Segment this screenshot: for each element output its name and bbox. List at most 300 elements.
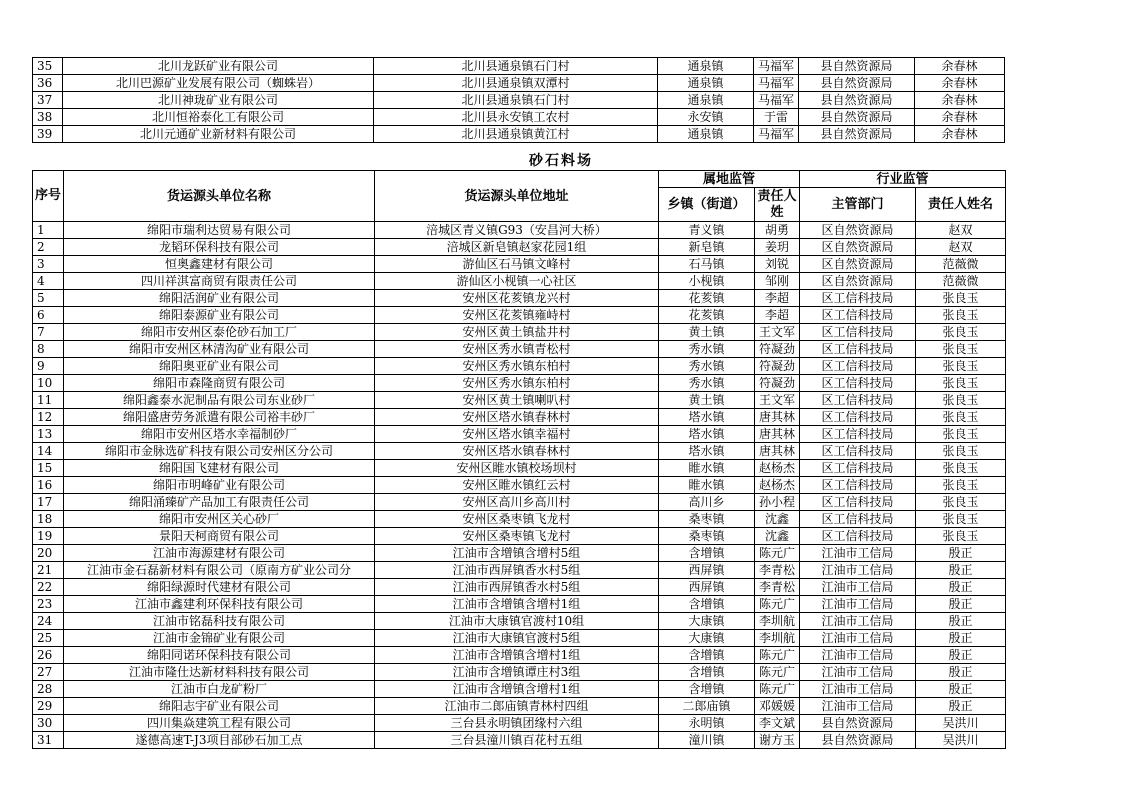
cell-idx: 30 [33, 715, 64, 732]
cell-name: 绵阳市安州区塔水幸福制砂厂 [64, 426, 375, 443]
cell-idx: 38 [33, 109, 63, 126]
cell-addr: 安州区塔水镇春林村 [375, 409, 659, 426]
table-row [33, 239, 1006, 256]
cell-head: 殷正 [916, 545, 1006, 562]
cell-town: 秀水镇 [659, 341, 755, 358]
cell-addr: 安州区黄土镇盐井村 [375, 324, 659, 341]
cell-name: 北川神珑矿业有限公司 [63, 92, 374, 109]
cell-name: 北川恒裕泰化工有限公司 [63, 109, 374, 126]
cell-dept: 江油市工信局 [800, 647, 916, 664]
cell-dept: 区工信科技局 [800, 324, 916, 341]
cell-addr: 江油市含增镇含增村1组 [375, 681, 659, 698]
table-row [33, 324, 1006, 341]
cell-addr: 游仙区小枧镇一心社区 [375, 273, 659, 290]
table-row [33, 630, 1006, 647]
cell-person: 王文军 [755, 392, 800, 409]
cell-addr: 安州区塔水镇春林村 [375, 443, 659, 460]
cell-name: 江油市金锦矿业有限公司 [64, 630, 375, 647]
table-row [33, 273, 1006, 290]
cell-town: 通泉镇 [658, 58, 754, 75]
main-table-body [33, 222, 1006, 749]
cell-town: 二郎庙镇 [659, 698, 755, 715]
cell-idx: 29 [33, 698, 64, 715]
cell-dept: 区工信科技局 [800, 290, 916, 307]
cell-town: 塔水镇 [659, 426, 755, 443]
cell-addr: 安州区秀水镇东柏村 [375, 358, 659, 375]
cell-town: 新皂镇 [659, 239, 755, 256]
cell-head: 余春林 [915, 92, 1005, 109]
cell-person: 唐其林 [755, 409, 800, 426]
table-row [33, 92, 1005, 109]
cell-head: 殷正 [916, 596, 1006, 613]
cell-head: 余春林 [915, 58, 1005, 75]
table-row [33, 664, 1006, 681]
cell-addr: 江油市含增镇含增村1组 [375, 647, 659, 664]
cell-dept: 县自然资源局 [799, 126, 915, 143]
cell-head: 张良玉 [916, 290, 1006, 307]
cell-person: 马福军 [754, 126, 799, 143]
cell-idx: 18 [33, 511, 64, 528]
cell-head: 张良玉 [916, 511, 1006, 528]
cell-head: 赵双 [916, 239, 1006, 256]
cell-person: 沈鑫 [755, 528, 800, 545]
table-row [33, 256, 1006, 273]
table-row [33, 109, 1005, 126]
header-index: 序号 [33, 171, 64, 222]
cell-idx: 39 [33, 126, 63, 143]
cell-idx: 11 [33, 392, 64, 409]
cell-head: 张良玉 [916, 324, 1006, 341]
cell-idx: 24 [33, 613, 64, 630]
cell-dept: 县自然资源局 [800, 732, 916, 749]
cell-addr: 安州区桑枣镇飞龙村 [375, 511, 659, 528]
section-title: 砂石料场 [529, 153, 593, 169]
cell-idx: 25 [33, 630, 64, 647]
cell-addr: 江油市二郎庙镇青林村四组 [375, 698, 659, 715]
cell-town: 石马镇 [659, 256, 755, 273]
cell-town: 通泉镇 [658, 126, 754, 143]
cell-name: 四川集焱建筑工程有限公司 [64, 715, 375, 732]
cell-head: 余春林 [915, 109, 1005, 126]
cell-name: 绵阳泰源矿业有限公司 [64, 307, 375, 324]
cell-town: 睢水镇 [659, 460, 755, 477]
cell-idx: 37 [33, 92, 63, 109]
cell-addr: 安州区秀水镇青松村 [375, 341, 659, 358]
cell-head: 张良玉 [916, 375, 1006, 392]
cell-dept: 区工信科技局 [800, 460, 916, 477]
cell-head: 张良玉 [916, 460, 1006, 477]
cell-idx: 19 [33, 528, 64, 545]
cell-town: 秀水镇 [659, 358, 755, 375]
table-row [33, 58, 1005, 75]
cell-person: 姜玥 [755, 239, 800, 256]
cell-town: 大康镇 [659, 613, 755, 630]
cell-idx: 6 [33, 307, 64, 324]
cell-dept: 区工信科技局 [800, 494, 916, 511]
cell-head: 殷正 [916, 664, 1006, 681]
cell-name: 绵阳盛唐劳务派遣有限公司裕丰砂厂 [64, 409, 375, 426]
cell-idx: 23 [33, 596, 64, 613]
cell-person: 符凝劲 [755, 375, 800, 392]
cell-idx: 22 [33, 579, 64, 596]
table-row [33, 545, 1006, 562]
cell-name: 绵阳市金脉选矿科技有限公司安州区分公司 [64, 443, 375, 460]
cell-head: 张良玉 [916, 528, 1006, 545]
cell-name: 江油市隆仕达新材料科技有限公司 [64, 664, 375, 681]
cell-person: 李圳航 [755, 613, 800, 630]
cell-idx: 9 [33, 358, 64, 375]
cell-name: 绵阳绿源时代建材有限公司 [64, 579, 375, 596]
cell-dept: 区工信科技局 [800, 392, 916, 409]
cell-idx: 16 [33, 477, 64, 494]
table-row [33, 460, 1006, 477]
cell-dept: 区工信科技局 [800, 358, 916, 375]
table-row [33, 732, 1006, 749]
cell-addr: 安州区花荄镇雍峙村 [375, 307, 659, 324]
cell-dept: 江油市工信局 [800, 698, 916, 715]
cell-person: 李超 [755, 307, 800, 324]
table-row [33, 681, 1006, 698]
cell-head: 余春林 [915, 126, 1005, 143]
table-row [33, 477, 1006, 494]
cell-addr: 安州区高川乡高川村 [375, 494, 659, 511]
cell-dept: 江油市工信局 [800, 613, 916, 630]
cell-dept: 江油市工信局 [800, 562, 916, 579]
cell-person: 马福军 [754, 58, 799, 75]
cell-head: 赵双 [916, 222, 1006, 239]
cell-person: 谢方玉 [755, 732, 800, 749]
cell-name: 绵阳志宇矿业有限公司 [64, 698, 375, 715]
cell-town: 黄土镇 [659, 392, 755, 409]
cell-person: 孙小程 [755, 494, 800, 511]
cell-idx: 3 [33, 256, 64, 273]
cell-head: 范薇微 [916, 256, 1006, 273]
cell-person: 赵杨杰 [755, 460, 800, 477]
cell-dept: 江油市工信局 [800, 681, 916, 698]
cell-person: 符凝劲 [755, 358, 800, 375]
cell-idx: 10 [33, 375, 64, 392]
cell-person: 于雷 [754, 109, 799, 126]
cell-name: 江油市铭磊科技有限公司 [64, 613, 375, 630]
cell-dept: 江油市工信局 [800, 664, 916, 681]
table-row [33, 341, 1006, 358]
cell-addr: 安州区黄土镇喇叭村 [375, 392, 659, 409]
cell-person: 陈元广 [755, 681, 800, 698]
cell-idx: 8 [33, 341, 64, 358]
cell-addr: 安州区桑枣镇飞龙村 [375, 528, 659, 545]
cell-dept: 区工信科技局 [800, 528, 916, 545]
header-unit-name: 货运源头单位名称 [64, 171, 375, 222]
cell-town: 含增镇 [659, 647, 755, 664]
table-row [33, 409, 1006, 426]
cell-addr: 北川县通泉镇石门村 [374, 92, 658, 109]
cell-person: 沈鑫 [755, 511, 800, 528]
table-row [33, 358, 1006, 375]
cell-name: 遂德高速T-J3项目部砂石加工点 [64, 732, 375, 749]
cell-name: 绵阳涌臻矿产品加工有限责任公司 [64, 494, 375, 511]
cell-head: 殷正 [916, 630, 1006, 647]
cell-idx: 36 [33, 75, 63, 92]
cell-head: 殷正 [916, 562, 1006, 579]
cell-idx: 26 [33, 647, 64, 664]
table-row [33, 426, 1006, 443]
cell-head: 吴洪川 [916, 732, 1006, 749]
cell-idx: 7 [33, 324, 64, 341]
header-industry: 行业监管 [800, 171, 1006, 188]
cell-head: 张良玉 [916, 341, 1006, 358]
cell-idx: 5 [33, 290, 64, 307]
cell-addr: 北川县通泉镇双潭村 [374, 75, 658, 92]
cell-idx: 4 [33, 273, 64, 290]
cell-idx: 2 [33, 239, 64, 256]
cell-person: 唐其林 [755, 443, 800, 460]
cell-addr: 三台县永明镇团缘村六组 [375, 715, 659, 732]
cell-addr: 安州区秀水镇东柏村 [375, 375, 659, 392]
cell-head: 张良玉 [916, 494, 1006, 511]
cell-head: 张良玉 [916, 358, 1006, 375]
cell-head: 范薇微 [916, 273, 1006, 290]
cell-town: 潼川镇 [659, 732, 755, 749]
cell-dept: 县自然资源局 [800, 715, 916, 732]
cell-dept: 区自然资源局 [800, 256, 916, 273]
cell-name: 江油市白龙矿粉厂 [64, 681, 375, 698]
table-row [33, 307, 1006, 324]
cell-addr: 江油市含增镇含增村5组 [375, 545, 659, 562]
cell-addr: 江油市大康镇官渡村5组 [375, 630, 659, 647]
cell-name: 绵阳市森隆商贸有限公司 [64, 375, 375, 392]
cell-town: 秀水镇 [659, 375, 755, 392]
cell-dept: 区工信科技局 [800, 375, 916, 392]
cell-person: 陈元广 [755, 545, 800, 562]
cell-addr: 安州区睢水镇校场坝村 [375, 460, 659, 477]
cell-town: 通泉镇 [658, 92, 754, 109]
cell-name: 北川龙跃矿业有限公司 [63, 58, 374, 75]
cell-addr: 涪城区新皂镇赵家花园1组 [375, 239, 659, 256]
cell-dept: 区工信科技局 [800, 341, 916, 358]
cell-idx: 20 [33, 545, 64, 562]
cell-name: 龙韬环保科技有限公司 [64, 239, 375, 256]
cell-person: 陈元广 [755, 647, 800, 664]
table-row [33, 375, 1006, 392]
cell-town: 黄土镇 [659, 324, 755, 341]
header-person: 责任人姓 [755, 188, 800, 222]
table-row [33, 222, 1006, 239]
cell-head: 张良玉 [916, 409, 1006, 426]
cell-head: 殷正 [916, 579, 1006, 596]
cell-name: 绵阳市安州区泰伦砂石加工厂 [64, 324, 375, 341]
cell-person: 马福军 [754, 75, 799, 92]
cell-person: 李青松 [755, 562, 800, 579]
cell-idx: 28 [33, 681, 64, 698]
table-row [33, 528, 1006, 545]
cell-dept: 区工信科技局 [800, 426, 916, 443]
main-table [32, 170, 1006, 749]
table-row [33, 613, 1006, 630]
cell-idx: 31 [33, 732, 64, 749]
cell-name: 绵阳鑫泰水泥制品有限公司东业砂厂 [64, 392, 375, 409]
top-table [32, 57, 1005, 143]
cell-idx: 1 [33, 222, 64, 239]
cell-town: 西屏镇 [659, 579, 755, 596]
cell-dept: 县自然资源局 [799, 58, 915, 75]
cell-head: 殷正 [916, 613, 1006, 630]
cell-person: 邹刚 [755, 273, 800, 290]
cell-head: 吴洪川 [916, 715, 1006, 732]
cell-name: 恒奥鑫建材有限公司 [64, 256, 375, 273]
table-row [33, 698, 1006, 715]
cell-idx: 13 [33, 426, 64, 443]
table-row [33, 443, 1006, 460]
cell-addr: 江油市含增镇含增村1组 [375, 596, 659, 613]
cell-person: 刘锐 [755, 256, 800, 273]
cell-name: 景阳天柯商贸有限公司 [64, 528, 375, 545]
cell-name: 绵阳国飞建材有限公司 [64, 460, 375, 477]
cell-town: 西屏镇 [659, 562, 755, 579]
cell-dept: 江油市工信局 [800, 630, 916, 647]
header-dept: 主管部门 [800, 188, 916, 222]
cell-person: 邓媛媛 [755, 698, 800, 715]
cell-dept: 江油市工信局 [800, 545, 916, 562]
cell-town: 大康镇 [659, 630, 755, 647]
cell-name: 江油市海源建材有限公司 [64, 545, 375, 562]
cell-addr: 江油市西屏镇香水村5组 [375, 562, 659, 579]
cell-addr: 安州区塔水镇幸福村 [375, 426, 659, 443]
table-row [33, 647, 1006, 664]
cell-town: 永安镇 [658, 109, 754, 126]
cell-head: 殷正 [916, 647, 1006, 664]
cell-dept: 区工信科技局 [800, 409, 916, 426]
header-unit-address: 货运源头单位地址 [375, 171, 659, 222]
cell-addr: 江油市含增镇谭庄村3组 [375, 664, 659, 681]
cell-dept: 江油市工信局 [800, 579, 916, 596]
cell-town: 青义镇 [659, 222, 755, 239]
table-row [33, 562, 1006, 579]
table-row [33, 494, 1006, 511]
cell-name: 绵阳市瑞利达贸易有限公司 [64, 222, 375, 239]
table-row [33, 126, 1005, 143]
cell-name: 绵阳活润矿业有限公司 [64, 290, 375, 307]
table-row [33, 511, 1006, 528]
cell-addr: 涪城区青义镇G93（安昌河大桥） [375, 222, 659, 239]
cell-idx: 27 [33, 664, 64, 681]
cell-head: 张良玉 [916, 426, 1006, 443]
cell-addr: 北川县永安镇工农村 [374, 109, 658, 126]
cell-addr: 江油市大康镇官渡村10组 [375, 613, 659, 630]
cell-town: 塔水镇 [659, 443, 755, 460]
cell-town: 含增镇 [659, 545, 755, 562]
cell-person: 李青松 [755, 579, 800, 596]
cell-dept: 区工信科技局 [800, 307, 916, 324]
cell-name: 绵阳市安州区关心砂厂 [64, 511, 375, 528]
cell-name: 江油市金石磊新材料有限公司（原南方矿业公司分 [64, 562, 375, 579]
cell-head: 殷正 [916, 698, 1006, 715]
cell-dept: 区工信科技局 [800, 477, 916, 494]
cell-head: 张良玉 [916, 443, 1006, 460]
cell-addr: 江油市西屏镇香水村5组 [375, 579, 659, 596]
cell-name: 绵阳奥亚矿业有限公司 [64, 358, 375, 375]
cell-addr: 安州区睢水镇红云村 [375, 477, 659, 494]
cell-person: 胡勇 [755, 222, 800, 239]
header-town: 乡镇（街道） [659, 188, 755, 222]
cell-town: 桑枣镇 [659, 528, 755, 545]
cell-town: 花荄镇 [659, 307, 755, 324]
table-row [33, 290, 1006, 307]
cell-town: 花荄镇 [659, 290, 755, 307]
cell-addr: 安州区花荄镇龙兴村 [375, 290, 659, 307]
table-row [33, 596, 1006, 613]
cell-town: 含增镇 [659, 596, 755, 613]
cell-idx: 12 [33, 409, 64, 426]
cell-town: 通泉镇 [658, 75, 754, 92]
cell-town: 永明镇 [659, 715, 755, 732]
cell-idx: 14 [33, 443, 64, 460]
cell-dept: 区工信科技局 [800, 443, 916, 460]
header-head: 责任人姓名 [916, 188, 1006, 222]
cell-person: 王文军 [755, 324, 800, 341]
cell-person: 赵杨杰 [755, 477, 800, 494]
cell-idx: 21 [33, 562, 64, 579]
cell-idx: 35 [33, 58, 63, 75]
cell-town: 塔水镇 [659, 409, 755, 426]
cell-town: 小枧镇 [659, 273, 755, 290]
table-row [33, 579, 1006, 596]
cell-name: 绵阳同诺环保科技有限公司 [64, 647, 375, 664]
cell-dept: 区自然资源局 [800, 273, 916, 290]
cell-name: 江油市鑫建利环保科技有限公司 [64, 596, 375, 613]
cell-idx: 17 [33, 494, 64, 511]
cell-person: 李文斌 [755, 715, 800, 732]
cell-idx: 15 [33, 460, 64, 477]
cell-head: 张良玉 [916, 477, 1006, 494]
cell-name: 绵阳市安州区林清沟矿业有限公司 [64, 341, 375, 358]
cell-addr: 游仙区石马镇文峰村 [375, 256, 659, 273]
cell-person: 李圳航 [755, 630, 800, 647]
table-row [33, 75, 1005, 92]
cell-addr: 北川县通泉镇黄江村 [374, 126, 658, 143]
header-territorial: 属地监管 [659, 171, 800, 188]
cell-person: 陈元广 [755, 664, 800, 681]
cell-head: 余春林 [915, 75, 1005, 92]
cell-dept: 县自然资源局 [799, 109, 915, 126]
cell-dept: 区自然资源局 [800, 239, 916, 256]
cell-person: 马福军 [754, 92, 799, 109]
cell-addr: 北川县通泉镇石门村 [374, 58, 658, 75]
cell-town: 含增镇 [659, 681, 755, 698]
table-row [33, 715, 1006, 732]
cell-dept: 区自然资源局 [800, 222, 916, 239]
cell-addr: 三台县潼川镇百花村五组 [375, 732, 659, 749]
cell-town: 睢水镇 [659, 477, 755, 494]
cell-person: 符凝劲 [755, 341, 800, 358]
cell-person: 陈元广 [755, 596, 800, 613]
cell-person: 唐其林 [755, 426, 800, 443]
cell-dept: 江油市工信局 [800, 596, 916, 613]
cell-name: 北川元通矿业新材料有限公司 [63, 126, 374, 143]
cell-name: 绵阳市明峰矿业有限公司 [64, 477, 375, 494]
table-row [33, 392, 1006, 409]
cell-head: 张良玉 [916, 307, 1006, 324]
cell-head: 张良玉 [916, 392, 1006, 409]
cell-town: 高川乡 [659, 494, 755, 511]
cell-head: 殷正 [916, 681, 1006, 698]
cell-person: 李超 [755, 290, 800, 307]
table-header [33, 171, 1006, 222]
cell-town: 桑枣镇 [659, 511, 755, 528]
cell-dept: 县自然资源局 [799, 92, 915, 109]
cell-town: 含增镇 [659, 664, 755, 681]
cell-name: 北川巴源矿业发展有限公司（蜘蛛岩） [63, 75, 374, 92]
cell-dept: 区工信科技局 [800, 511, 916, 528]
